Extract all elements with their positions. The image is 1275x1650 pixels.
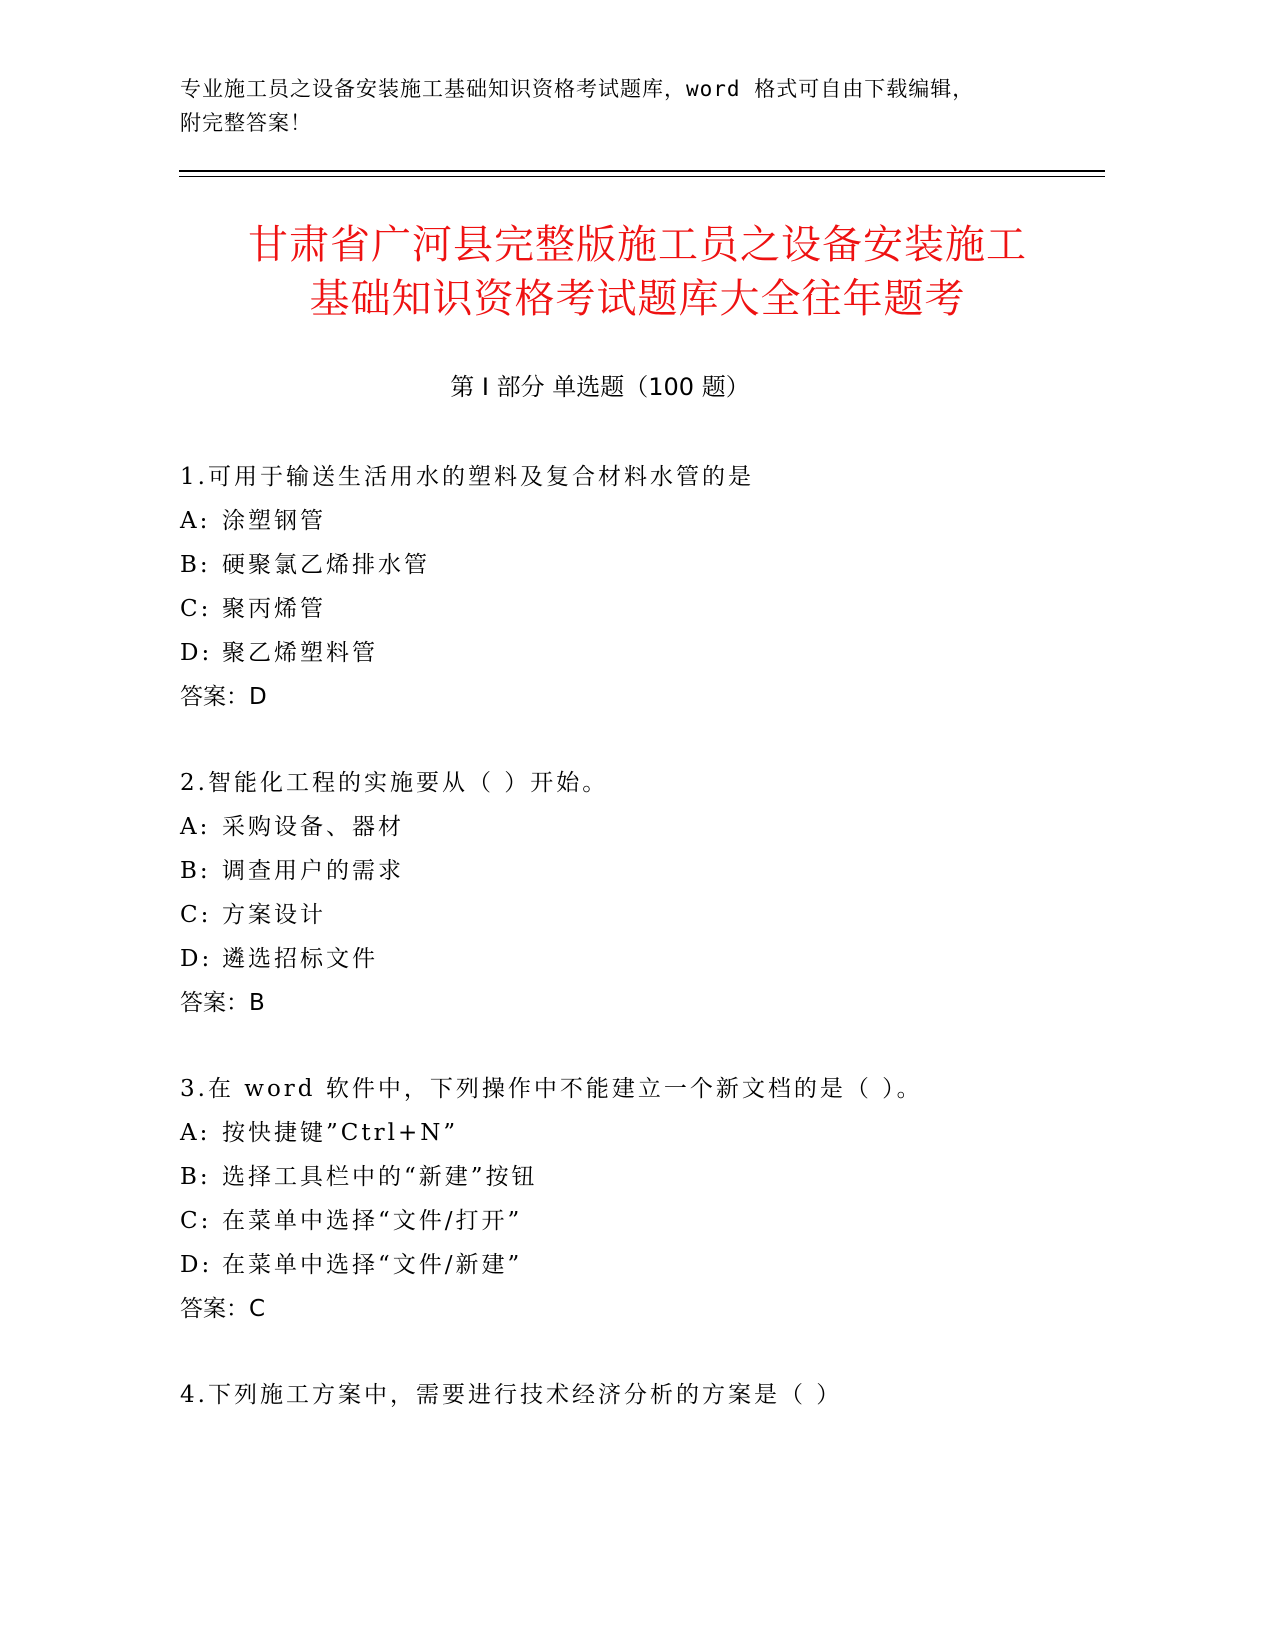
option-text: 在菜单中选择“文件/打开” <box>222 1208 523 1234</box>
option-b <box>180 1155 1140 1199</box>
option-text: 在菜单中选择“文件/新建” <box>222 1252 523 1278</box>
option-key: A: <box>180 1120 211 1146</box>
option-c <box>180 893 1140 937</box>
option-c <box>180 1199 1140 1243</box>
option-b <box>180 543 1140 587</box>
header-note-line-2: 附完整答案！ <box>180 111 312 135</box>
question-2 <box>180 761 1140 1025</box>
header-divider-thin <box>179 176 1105 177</box>
option-key: D: <box>180 640 213 666</box>
header-note-line-1: 专业施工员之设备安装施工基础知识资格考试题库，word 格式可自由下载编辑， <box>180 77 975 101</box>
option-d <box>180 631 1140 675</box>
option-key: D: <box>180 1252 213 1278</box>
option-text: 选择工具栏中的“新建”按钮 <box>222 1164 538 1190</box>
option-key: B: <box>180 1164 211 1190</box>
option-a <box>180 805 1140 849</box>
option-text: 按快捷键”Ctrl+N” <box>222 1120 459 1146</box>
option-c <box>180 587 1140 631</box>
answer-line: 答案：B <box>180 990 265 1016</box>
question-4 <box>180 1373 1140 1417</box>
option-key: C: <box>180 902 212 928</box>
header-note <box>180 72 1120 140</box>
option-key: A: <box>180 508 211 534</box>
option-key: C: <box>180 1208 212 1234</box>
answer-line: 答案：D <box>180 684 267 710</box>
option-text: 聚乙烯塑料管 <box>222 640 378 666</box>
header-divider-thick <box>179 170 1105 172</box>
document-title-line-1: 甘肃省广河县完整版施工员之设备安装施工 <box>248 222 1027 268</box>
option-text: 方案设计 <box>222 902 326 928</box>
document-title <box>150 218 1125 326</box>
option-text: 调查用户的需求 <box>222 858 404 884</box>
option-key: B: <box>180 858 211 884</box>
option-text: 涂塑钢管 <box>222 508 326 534</box>
option-text: 聚丙烯管 <box>222 596 326 622</box>
option-key: A: <box>180 814 211 840</box>
question-stem: 4.下列施工方案中，需要进行技术经济分析的方案是（ ） <box>180 1382 843 1408</box>
question-stem: 2.智能化工程的实施要从（ ）开始。 <box>180 770 609 796</box>
option-key: C: <box>180 596 212 622</box>
answer-line: 答案：C <box>180 1296 266 1322</box>
document-title-line-2: 基础知识资格考试题库大全往年题考 <box>309 276 966 322</box>
option-text: 遴选招标文件 <box>222 946 378 972</box>
option-text: 硬聚氯乙烯排水管 <box>222 552 430 578</box>
question-list <box>180 455 1140 1459</box>
option-key: B: <box>180 552 211 578</box>
option-d <box>180 937 1140 981</box>
section-heading: 第 I 部分 单选题（100 题） <box>450 373 750 401</box>
option-a <box>180 1111 1140 1155</box>
question-3 <box>180 1067 1140 1331</box>
option-key: D: <box>180 946 213 972</box>
option-a <box>180 499 1140 543</box>
question-stem: 1.可用于输送生活用水的塑料及复合材料水管的是 <box>180 464 754 490</box>
question-1 <box>180 455 1140 719</box>
option-d <box>180 1243 1140 1287</box>
question-stem: 3.在 word 软件中，下列操作中不能建立一个新文档的是（ ）。 <box>180 1076 923 1102</box>
option-text: 采购设备、器材 <box>222 814 404 840</box>
option-b <box>180 849 1140 893</box>
